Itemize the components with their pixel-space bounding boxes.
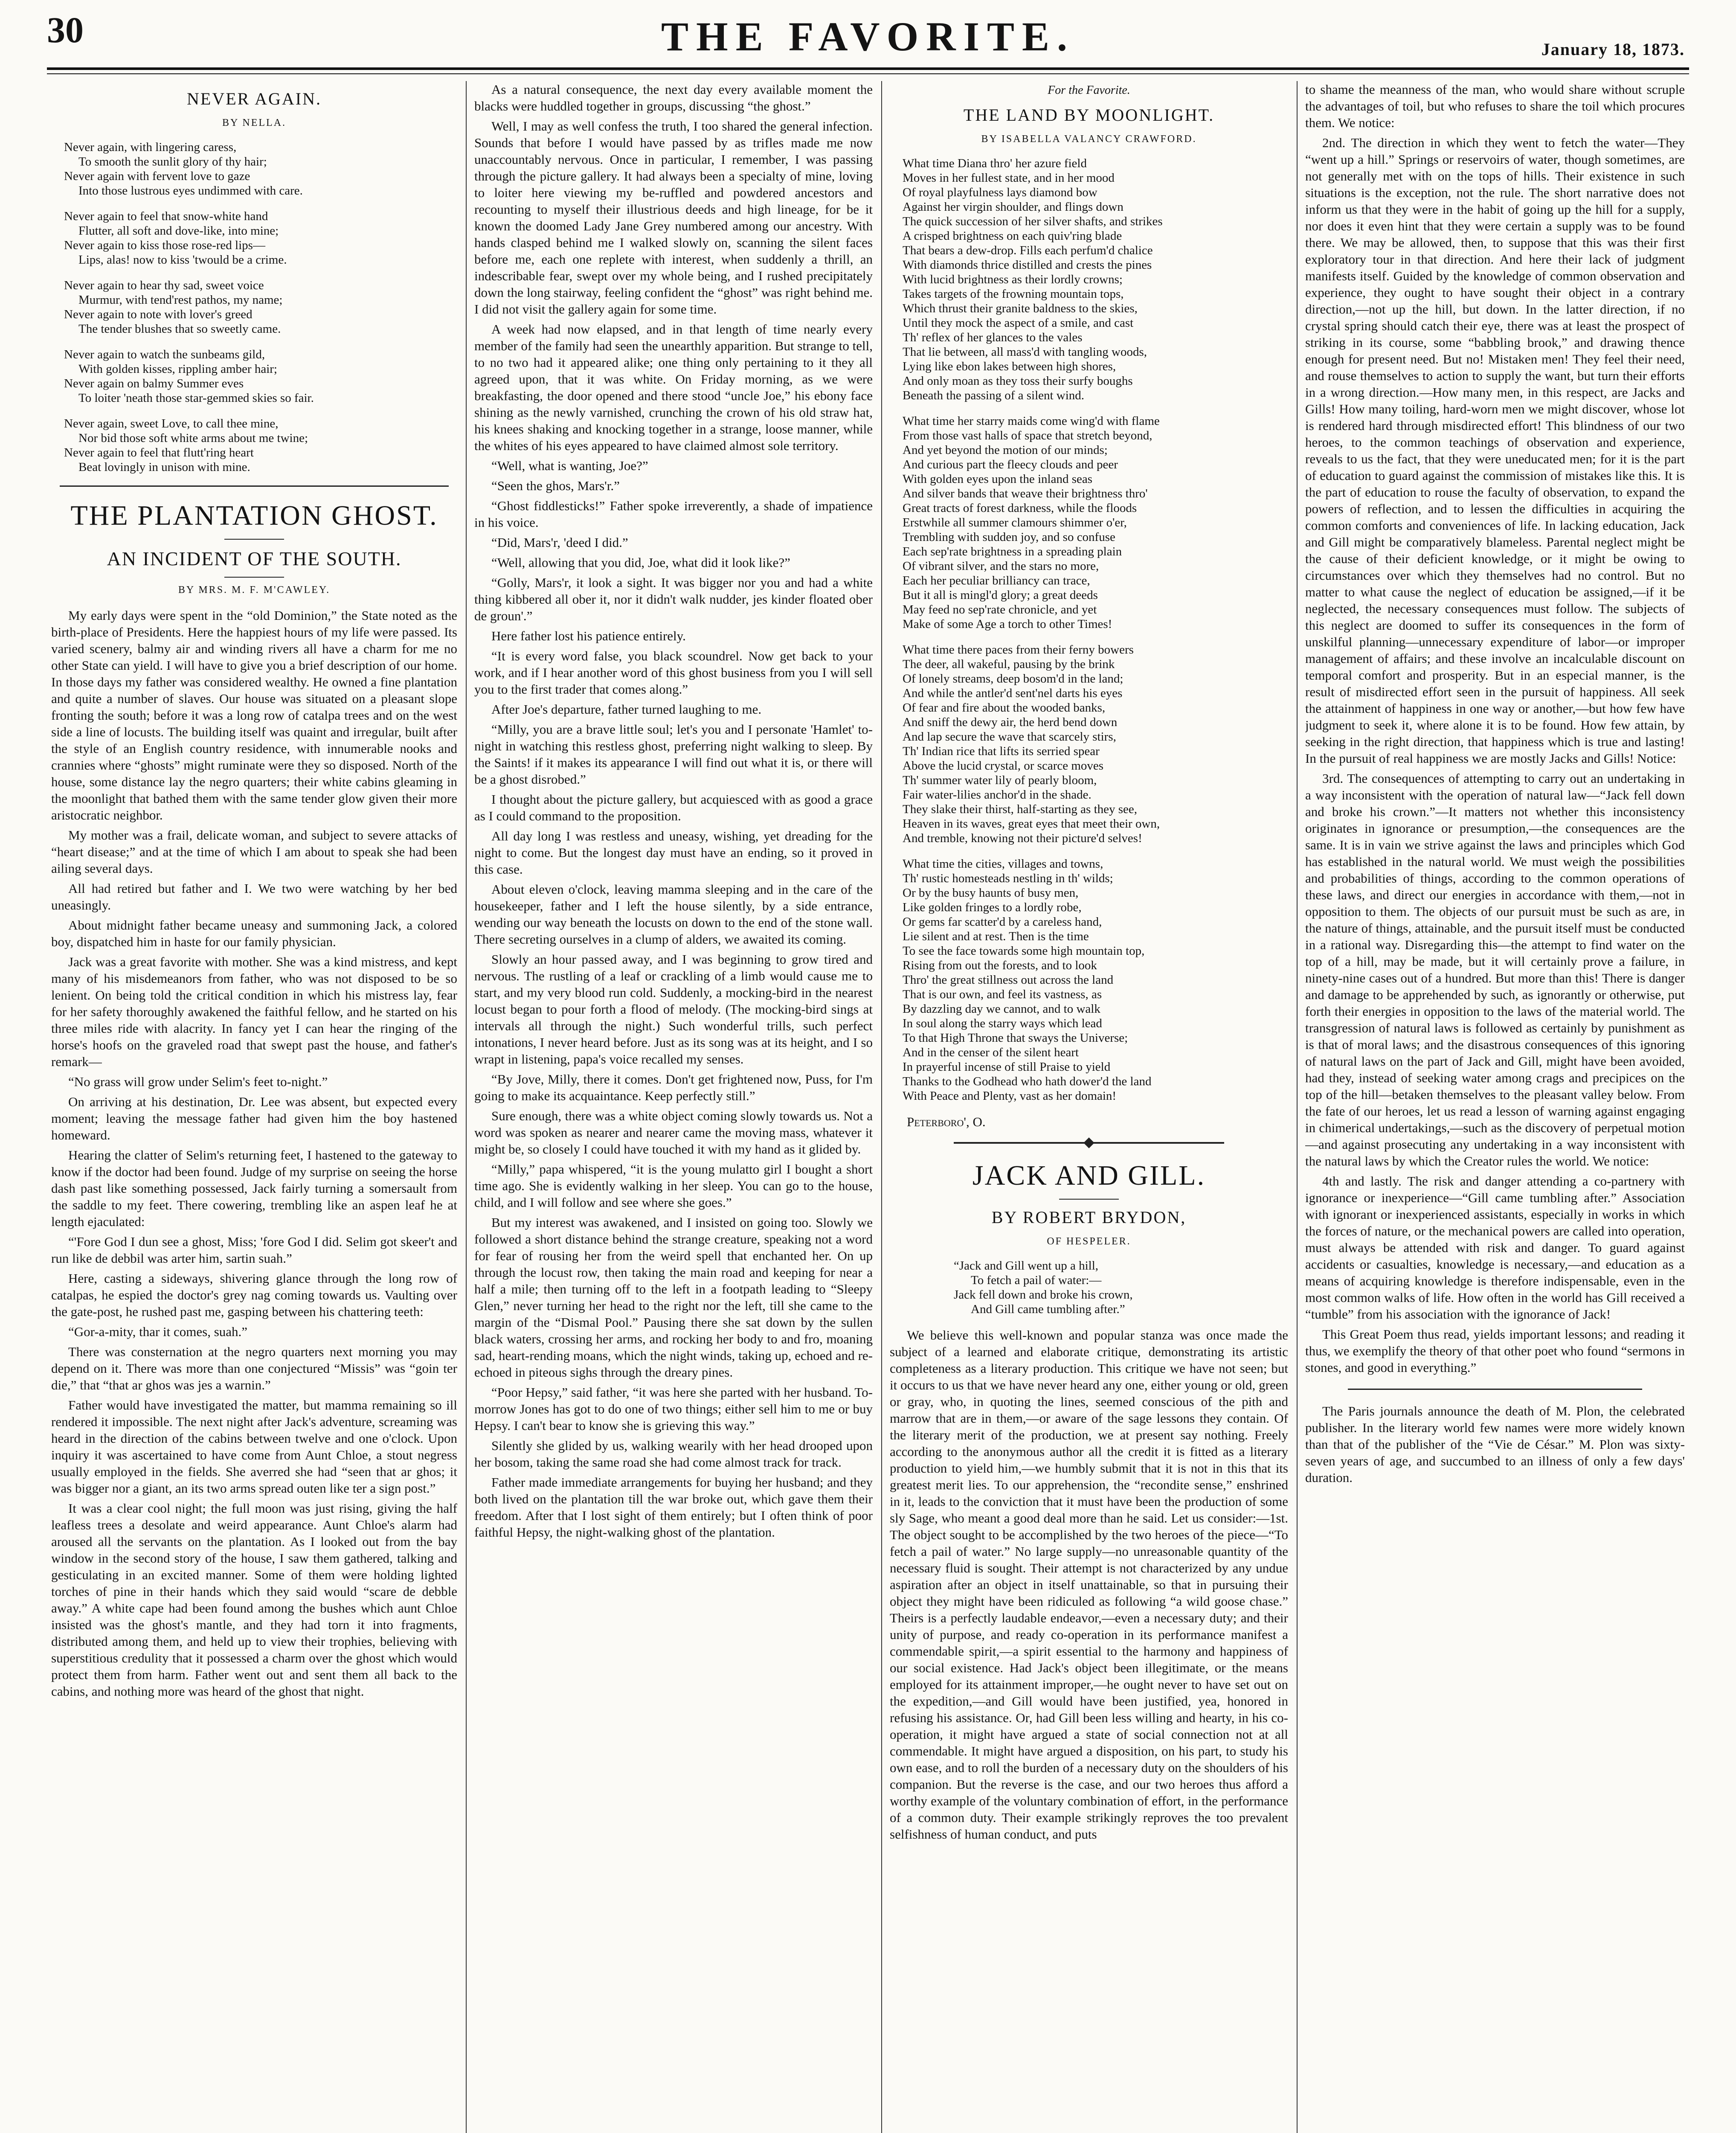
poem-line: But it all is mingl'd glory; a great deeds [903,588,1098,602]
paragraph: I thought about the picture gallery, but acquiesced with as good a grace as I could command to the proposition. [474,792,873,823]
essay-jack-and-gill [890,1159,1288,1842]
poem-stanza [64,140,453,198]
poem-line: That bears a dew-drop. Fills each perfum'd chalice [903,244,1153,257]
masthead-rule-thin [47,73,1689,74]
poem-line: And only moan as they toss their surfy boughs [903,374,1133,388]
essay-title: JACK AND GILL. [972,1160,1206,1191]
poem-stanza [64,209,453,267]
paragraph: Here, casting a sideways, shivering glance through the long row of catalpas, he espied the doctor's grey nag coming towards us. Vaulting over the gate-post, he rushed past me, gasping between his chattering teeth: [51,1271,457,1319]
ornament-divider [954,1139,1224,1147]
poem-line: That lie between, all mass'd with tangling woods, [903,345,1147,359]
column-3 [890,81,1288,2133]
poem-line: To that High Throne that sways the Universe; [903,1031,1128,1045]
poem-line: Above the lucid crystal, or scarce moves [903,759,1104,773]
poem-line: Moves in her fullest state, and in her mood [903,171,1115,185]
paragraph: Slowly an hour passed away, and I was beginning to grow tired and nervous. The rustling of a leaf or crackling of a limb would cause me to start, and my very blood run cold. Suddenly, a mocking-bird in the nearest locust began to pour forth a flood of melody. (The mocking-bird sings at intervals all through the night.) Such wonderful trills, such perfect intonations, I never heard before. Just as its song was at its height, and I so wrapt in listening, papa's voice recalled my senses. [474,952,873,1066]
poem-line: With diamonds thrice distilled and crests the pines [903,258,1152,272]
paragraph: “By Jove, Milly, there it comes. Don't get frightened now, Puss, for I'm going to make its acquaintance. Keep perfectly still.” [474,1072,873,1103]
poem-line: Beat lovingly in unison with mine. [78,460,250,474]
poem-line: Beneath the passing of a silent wind. [903,389,1085,402]
poem-line: Murmur, with tend'rest pathos, my name; [78,293,283,307]
poem-stanza [64,347,453,405]
column-rule [881,81,882,2133]
paragraph: “'Fore God I dun see a ghost, Miss; 'fore God I did. Selim got skeer't and run like de debbil was arter him, sartin suah.” [51,1234,457,1266]
paragraph: “Well, what is wanting, Joe?” [491,458,648,473]
paragraph: “No grass will grow under Selim's feet to-night.” [68,1074,328,1089]
paragraph: We believe this well-known and popular stanza was once made the subject of a learned and elaborate critique, demonstrating its artistic completeness as a literary production. This critique we have not seen; but it occurs to us that we have never heard any one, either young or old, green or gray, who, in quoting the lines, seemed conscious of the pith and marrow that are in them,—or aware of the sage lessons they contain. Of the literary merit of the production, we at present say nothing. Freely according to the anonymous author all the credit it is fitted as a literary production to yield him,—we humbly submit that it is not in this that its greatest merit lies. To our apprehension, the “recondite sense,” enshrined in it, leads to the conviction that it must have been the production of some sly Sage, who meant a good deal more than he said. Let us consider:—1st. The object sought to be accomplished by the two heroes of the piece—“To fetch a pail of water.” No large supply—no unreasonable quantity of the necessary fluid is sought. Their attempt is not characterized by any undue aspiration after an object in itself unattainable, so that in pursuing their object they might have been ridiculed as following “a wild goose chase.” Theirs is a perfectly laudable endeavor,—even a necessary duty; and their unity of purpose, and ready co-operation in its performance manifest a commendable spirit,—a spirit essential to the harmony and happiness of our social existence. Had Jack's object been illegitimate, or the means employed for its attainment improper,—he ought never to have set out on the expedition,—and Gill would have been justified, yea, honored in refusing his assistance. Or, had Gill been less willing and hearty, in his co-operation, it might have argued a state of social connection not at all commendable. It might have argued a disposition, on his part, to study his own ease, and to roll the burden of a necessary duty on the shoulders of his companion. But the reverse is the case, and our two heroes thus afford a worthy example of the voluntary combination of effort, in the performance of a common duty. Their example strikingly reproves the too prevalent selfishness of human conduct, and puts [890,1328,1288,1842]
rhyme-quote [954,1258,1275,1316]
poem-line: Th' summer water lily of pearly bloom, [903,773,1097,787]
poem-line: To smooth the sunlit glory of thy hair; [78,155,267,169]
column-rule [1297,81,1298,2133]
poem-line: Th' reflex of her glances to the vales [903,331,1083,344]
poem-line: Never again to feel that snow-white hand [64,209,268,223]
poem-line: The tender blushes that so sweetly came. [78,322,281,336]
poem-line: Never again on balmy Summer eves [64,377,244,390]
poem-line: The deer, all wakeful, pausing by the brink [903,657,1115,671]
poem-line: In soul along the starry ways which lead [903,1017,1102,1030]
poem-line: And silver bands that weave their brightness thro' [903,487,1148,500]
poem-stanza [64,416,453,474]
section-divider [1348,1389,1642,1390]
poem-line: Like golden fringes to a lordly robe, [903,901,1082,914]
poem-line: To see the face towards some high mountain top, [903,944,1145,958]
poem-line: Of vibrant silver, and the stars no more, [903,559,1099,573]
paragraph: Well, I may as well confess the truth, I too shared the general infection. Sounds that before I would have passed by as trifles made me now unaccountably nervous. Once in particular, I remember, I was passing through the picture gallery. It had always been a specialty of mine, loving to loiter here viewing my be-ruffled and powdered ancestors and recounting to myself their illustrious deeds and high lineage, for be it known the doomed Lady Jane Grey numbered among our ancestry. With hands clasped behind me I walked slowly on, scanning the silent faces before me, each one replete with interest, when suddenly a thrill, an indescribable fear, swept over my whole being, and I rushed precipitately down the long stairway, feeling confident the “ghost” was right behind me. I did not visit the gallery again for some time. [474,119,873,317]
paragraph: “Well, allowing that you did, Joe, what did it look like?” [491,555,790,570]
poem-line: Each sep'rate brightness in a spreading plain [903,545,1122,558]
poem-never-again [51,89,457,474]
issue-date: January 18, 1873. [1541,40,1685,59]
poem-line: Never again with fervent love to gaze [64,169,250,183]
paragraph: 2nd. The direction in which they went to fetch the water—They “went up a hill.” Springs or reservoirs of water, though sometimes, are not generally met with on the tops of hills. Their existence in such situations is the exception, not the rule. The short narrative does not inform us that they were in the habit of going up the hill for a supply, nor does it even hint that they were certain a supply was to be found there. We may be allowed, then, to suppose that this was their first exploratory tour in that direction. And here their lack of judgment manifests itself. Guided by the knowledge of common observation and experience, they ought to have sought their object in a contrary direction,—not up the hill, but down. In the latter direction, if no crystal spring should catch their eye, there was at least the prospect of striking in its course, some “babbling brook,” and drawing thence enough for present need. But no! Mistaken men! They feel their need, and rouse themselves to action to supply the want, but turn their efforts in a wrong direction.—How many men, in this respect, are Jacks and Gills! How many toiling, hard-worn men we might discover, whose lot is rendered hard through misdirected effort! This blindness of our two heroes, to the common teachings of observation and experience, reveals to us the fact, that they were uneducated men; for it is the part of education to guard against the commission of mistakes like this. It is the part of education to rouse the faculty of observation, to expand the powers of reflection, and to lessen the difficulties in acquiring the common comforts and conveniences of life. In lacking education, Jack and Gill might be comparatively blameless. Parental neglect might be the cause of their deficient knowledge, or it might be owing to circumstances over which they themselves had no control. But no matter to what cause the neglect of education be assigned,—if it be neglected, the necessary consequences must follow. The subjects of this neglect are doomed to suffer its consequences in the form of unskilful planning—unnecessary expenditure of labor—or improper management of affairs; and these involve an incalculable discount on temporal comfort and prosperity. But in an especial manner, is the result of misdirected effort seen in the pursuit of happiness. All seek the attainment of happiness in one way or another,—but how few have judgment to seek it, where alone it is to be found. How few attain, by seeking in the right direction, that happiness which is true and lasting! In the pursuit of real happiness we are mostly Jacks and Gills! Notice: [1305,135,1685,766]
poem-line: To loiter 'neath those star-gemmed skies so fair. [78,391,314,405]
poem-line: Of fear and fire about the wooded banks, [903,701,1106,715]
poem-line: And lap secure the wave that scarcely stirs, [903,730,1116,744]
masthead-rule [47,67,1689,70]
paragraph: “Gor-a-mity, thar it comes, suah.” [68,1324,248,1339]
paragraph: A week had now elapsed, and in that length of time nearly every member of the family had seen the unearthly apparition. But strange to tell, to no two had it appeared alike; one thing only pertaining to it they all agreed upon, that it was white. On Friday morning, as we were breakfasting, the door opened and there stood “uncle Joe,” his ebony face shining as the newly varnished, crunching the crown of his old straw hat, his knees shaking and knocking together in a strange, loose manner, while the whites of his eyes appeared to have claimed almost sole territory. [474,322,873,453]
poem-line: By dazzling day we cannot, and to walk [903,1002,1100,1016]
poem-line: Lying like ebon lakes between high shores, [903,360,1116,373]
poem-byline: BY ISABELLA VALANCY CRAWFORD. [981,134,1197,145]
poem-line: Never again to feel that flutt'ring heart [64,446,254,459]
paragraph: Silently she glided by us, walking wearily with her head drooped upon her bosom, taking the same road she had come almost track for track. [474,1438,873,1470]
poem-line: Or by the busy haunts of busy men, [903,886,1079,900]
poem-stanza [903,414,1284,631]
poem-line: Trembling with sudden joy, and so confuse [903,530,1115,544]
paragraph: It was a clear cool night; the full moon was just rising, giving the half leafless trees a desolate and weird appearance. Aunt Chloe's alarm had aroused all the servants on the plantation. As I looked out from the bay window in the second story of the house, I saw them gathered, talking and gesticulating in an excited manner. Some of them were holding lighted torches of pine in their hands which they said would “scare de debble away.” A white cape had been found among the bushes which aunt Chloe insisted was the ghost's mantle, and they had torn it into fragments, distributed among them, and held up to view their trophies, believing with superstitious credulity that it possessed a charm over the ghost which would protect them from harm. Father went out and sent them all back to the cabins, and nothing more was heard of the ghost that night. [51,1501,457,1699]
poem-line: With Peace and Plenty, vast as her domain! [903,1089,1117,1103]
poem-byline: BY NELLA. [222,117,287,128]
poem-line: The quick succession of her silver shafts, and strikes [903,215,1163,228]
page-number: 30 [47,9,84,50]
paragraph: Hearing the clatter of Selim's returning feet, I hastened to the gateway to know if the doctor had been found. Judge of my surprise on seeing the horse dash past like something possessed, Jack fairly turning a somersault from the saddle to my feet. There cowering, trembling like an aspen leaf he at length ejaculated: [51,1148,457,1229]
poem-line: Thanks to the Godhead who hath dower'd the land [903,1075,1152,1088]
poem-stanza [64,278,453,336]
poem-land-by-moonlight [890,84,1288,1130]
paragraph: But my interest was awakened, and I insisted on going too. Slowly we followed a short distance behind the strange creature, speaking not a word for fear of rousing her from the weird spell that enchanted her. On up through the locust row, then taking the main road and keeping for near a half a mile; then turning off to the left in a footpath leading to “Sleepy Glen,” never turning her head to the right nor the left, till she came to the margin of the “Dismal Pool.” Pausing there she sat down by the sullen black waters, crossing her arms, and rocking her body to and fro, moaning sad, heart-rending moans, which the night winds, taking up, echoed and re-echoed in piteous sighs through the dreary pines. [474,1215,873,1380]
poem-line: Takes targets of the frowning mountain tops, [903,287,1124,301]
poem-line: Never again to note with lover's greed [64,308,253,321]
paragraph: Father made immediate arrangements for buying her husband; and they both lived on the plantation till the war broke out, which gave them their freedom. After that I lost sight of them entirely; but I often think of poor faithful Hepsy, the night-walking ghost of the plantation. [474,1475,873,1540]
poem-line: May feed no sep'rate chronicle, and yet [903,603,1097,616]
poem-line: Thro' the great stillness out across the land [903,973,1114,987]
poem-line: Never again to watch the sunbeams gild, [64,348,265,361]
paragraph: Sure enough, there was a white object coming slowly towards us. Not a word was spoken as nearer and nearer came the moving mass, whatever it might be, so closely I could have touched it with my hand as it glided by. [474,1108,873,1157]
story-byline: BY MRS. M. F. M'CAWLEY. [178,584,331,596]
paragraph: After Joe's departure, father turned laughing to me. [491,702,762,717]
story-plantation-ghost [51,500,457,1700]
poem-line: What time Diana thro' her azure field [903,157,1087,170]
paragraph: All had retired but father and I. We two were watching by her bed uneasingly. [51,881,457,912]
poem-line: Each her peculiar brilliancy can trace, [903,574,1090,587]
paragraph: “Milly,” papa whispered, “it is the young mulatto girl I bought a short time ago. She is evidently walking in her sleep. You can go to the house, child, and I will follow and see where she goes.” [474,1162,873,1210]
quote-line: “Jack and Gill went up a hill, [954,1259,1099,1273]
paragraph: “Did, Mars'r, 'deed I did.” [491,535,628,550]
story-title: THE PLANTATION GHOST. [70,500,438,531]
column-4 [1305,81,1685,2133]
paragraph: to shame the meanness of the man, who would share without scruple the advantages of toil, but who refuses to share the toil which procures them. We notice: [1305,82,1685,130]
quote-line: To fetch a pail of water:— [971,1273,1102,1287]
poem-line: And sniff the dewy air, the herd bend down [903,715,1118,729]
poem-line: Never again to hear thy sad, sweet voice [64,279,264,292]
poem-line: Erstwhile all summer clamours shimmer o'er, [903,516,1127,529]
paragraph: “Milly, you are a brave little soul; let's you and I personate 'Hamlet' to-night in watching this restless ghost, preferring night walking to sleep. By the Saints! if it makes its appearance I will find out what it is, or there will be a ghost disrobed.” [474,722,873,787]
poem-line: That is our own, and feel its vastness, as [903,988,1102,1001]
paragraph: My mother was a frail, delicate woman, and subject to severe attacks of “heart disease;” and at the time of which I am about to speak she had been ailing several days. [51,828,457,876]
paragraph: This Great Poem thus read, yields important lessons; and reading it thus, we exemplify the theory of that other poet who found “sermons in stones, and good in everything.” [1305,1327,1685,1375]
paragraph: My early days were spent in the “old Dominion,” the State noted as the birth-place of Presidents. Here the happiest hours of my life were passed. Its varied scenery, balmy air and winding rivers all have a charm for me no other State can yield. I will have to give you a brief description of our home. In those days my father was considered wealthy. He owned a fine plantation and quite a number of slaves. Our house was situated on a pleasant slope fronting the south; before it was a long row of catalpa trees and on the west side a line of locusts. The building itself was quaint and irregular, built after the style of an English country residence, with innumerable nooks and crannies where “ghosts” might ruminate were they so disposed. North of the house, some distance lay the negro quarters; their white cabins gleaming in the moonlight that bathed them with the same tender glow given their more aristocratic neighbor. [51,608,457,822]
poem-line: Rising from out the forests, and to look [903,959,1097,972]
poem-line: Or gems far scatter'd by a careless hand, [903,915,1102,929]
essay-byline: BY ROBERT BRYDON, [991,1208,1187,1227]
poem-line: With golden kisses, rippling amber hair; [78,362,277,376]
poem-line: Never again, sweet Love, to call thee mine, [64,417,279,430]
poem-line: Make of some Age a torch to other Times! [903,617,1112,631]
paragraph: “Seen the ghos, Mars'r.” [491,478,620,493]
poem-line: And in the censer of the silent heart [903,1046,1079,1059]
poem-line: Which thrust their granite baldness to the skies, [903,302,1138,315]
poem-line: Never again to kiss those rose-red lips— [64,238,265,252]
title-divider [1059,1199,1119,1200]
paragraph: “Ghost fiddlesticks!” Father spoke irreverently, a shade of impatience in his voice. [474,498,873,530]
poem-line: Flutter, all soft and dove-like, into mine; [78,224,279,238]
poem-line: With lucid brightness as their lordly crowns; [903,273,1123,286]
poem-stanza [903,156,1284,403]
paragraph: “It is every word false, you black scoundrel. Now get back to your work, and if I hear another word of this ghost business from you I will sell you to the first trader that comes along.” [474,648,873,697]
poem-line: Th' rustic homesteads nestling in th' wilds; [903,872,1113,885]
paragraph: About eleven o'clock, leaving mamma sleeping and in the care of the housekeeper, father and I left the house silently, by a side entrance, wending our way beneath the locusts on down to the end of the stone wall. There secreting ourselves in a clump of alders, we awaited its coming. [474,882,873,947]
masthead-title: THE FAVORITE. [661,14,1075,59]
poem-line: Of lonely streams, deep bosom'd in the land; [903,672,1123,686]
paragraph: “Poor Hepsy,” said father, “it was here she parted with her husband. To-morrow Jones has got to do one of two things; either sell him to me or buy Hepsy. I can't bear to know she is grieving this way.” [474,1385,873,1433]
poem-line: Until they mock the aspect of a smile, and cast [903,316,1134,330]
poem-stanza [903,857,1284,1103]
poem-stanza [903,642,1284,846]
paragraph: “Golly, Mars'r, it look a sight. It was bigger nor you and had a white thing kibbered all ober it, nor it didn't walk nudder, jes kinder floated ober de groun'.” [474,575,873,623]
poem-line: And while the antler'd sent'nel darts his eyes [903,686,1123,700]
paragraph: On arriving at his destination, Dr. Lee was absent, but expected every moment; leaving the message father had given him the boy hastened homeward. [51,1094,457,1142]
story-subtitle: AN INCIDENT OF THE SOUTH. [107,548,402,570]
news-note: The Paris journals announce the death of M. Plon, the celebrated publisher. In the literary world few names were more widely known than that of the publisher of the “Vie de César.” M. Plon was sixty-seven years of age, and succumbed to an illness of only a few days' duration. [1305,1404,1685,1485]
column-rule [466,81,467,2133]
poem-line: Against her virgin shoulder, and flings down [903,200,1123,214]
paragraph: Here father lost his patience entirely. [491,628,686,643]
paragraph: There was consternation at the negro quarters next morning you may depend on it. There was more than one conjectured “Missis” was “goin ter die,” that “that ar ghos was jes a warnin.” [51,1344,457,1392]
essay-byline-place: OF HESPELER. [1047,1236,1131,1247]
poem-line: Nor bid those soft white arms about me twine; [78,431,308,445]
column-1 [51,81,457,2133]
poem-line: And curious part the fleecy clouds and peer [903,458,1118,471]
poem-title: THE LAND BY MOONLIGHT. [963,105,1215,125]
poem-line: Never again, with lingering caress, [64,140,237,154]
poem-line: In prayerful incense of still Praise to yield [903,1060,1111,1074]
title-divider [224,577,284,578]
poem-line: Of royal playfulness lays diamond bow [903,186,1097,199]
poem-line: From those vast halls of space that stretch beyond, [903,429,1152,442]
poem-line: Fair water-lilies anchor'd in the shade. [903,788,1092,802]
poem-signature: Peterboro', O. [907,1114,986,1129]
section-divider [60,485,449,487]
poem-line: Heaven in its waves, great eyes that meet their own, [903,817,1160,831]
poem-line: A crisped brightness on each quiv'ring blade [903,229,1122,243]
dedication-line: For the Favorite. [1048,84,1130,97]
title-divider [224,539,284,540]
paragraph: 3rd. The consequences of attempting to carry out an undertaking in a way inconsistent with the operation of natural law—“Jack fell down and broke his crown.”—It matters not whether this inconsistency originates in ignorance or presumption,—the consequences are the same. It is in vain we strive against the laws and principles which God has established in the natural world. We must weigh the possibilities and probabilities of things, according to the common operations of these laws, and direct our energies in accordance with them,—not in opposition to them. The objects of our pursuit must be such as are, in the nature of things, attainable, and the pursuit itself must be conducted in a rational way. Disregarding this—the attempt to find water on the top of a hill, may be made, but it will certainly prove a failure, in ninety-nine cases out of a hundred. But more than this! There is danger and damage to be apprehended by such, as ignorantly or otherwise, put forth their energies in opposition to the laws of the material world. The transgression of natural laws is followed as certainly by punishment as is that of moral laws; and the disastrous consequences of this ignoring of natural laws on the part of Jack and Gill, might have been avoided, had they, instead of seeking water among crags and precipices on the top of the hill—betaken themselves to the pleasant valley below. From the fate of our heroes, let us read a lesson of warning against engaging in chimerical undertakings,—such as the discovery of perpetual motion—and against prosecuting any undertaking in a way inconsistent with the natural laws by which the Creator rules the world. We notice: [1305,771,1685,1168]
paragraph: As a natural consequence, the next day every available moment the blacks were huddled together in groups, discussing “the ghost.” [474,82,873,113]
paragraph: Jack was a great favorite with mother. She was a kind mistress, and kept many of his misdemeanors from father, who was not disposed to be so lenient. On being told the critical condition in which his mistress lay, fear for her safety thoroughly awakened the faithful fellow, and he started on his three miles ride with alacrity. In fancy yet I can hear the ringing of the horse's hoofs on the graveled road that swept past the house, and father's remark— [51,954,457,1069]
poem-line: Into those lustrous eyes undimmed with care. [78,184,303,198]
column-2 [474,81,873,2133]
quote-line: Jack fell down and broke his crown, [954,1288,1133,1302]
paragraph: All day long I was restless and uneasy, wishing, yet dreading for the night to come. But the longest day must have an ending, so it proved in this case. [474,828,873,877]
paragraph: 4th and lastly. The risk and danger attending a co-partnery with ignorance or inexperience—“Gill came tumbling after.” Association with ignorant or inexperienced assistants, especially in works in which the forces of nature, or the mechanical powers are called into operation, must always be attended with risk and danger. To guard against accidents or casualties, knowledge is necessary,—and education as a means of acquiring knowledge is therefore indispensable, even in the most common walks of life. How often in the world has Gill received a “tumble” from his association with the ignorance of Jack! [1305,1174,1685,1322]
paragraph: Father would have investigated the matter, but mamma remaining so ill rendered it impossible. The next night after Jack's adventure, screaming was heard in the direction of the cabins between twelve and one o'clock. Upon inquiry it was ascertained to have come from Aunt Chloe, a stout negress usually employed in the fields. She averred she had “seen that ar ghos; it was bigger nor a giant, an its two arms spread outen like ter a sign post.” [51,1398,457,1496]
poem-line: What time there paces from their ferny bowers [903,643,1134,657]
poem-line: And tremble, knowing not their picture'd selves! [903,831,1142,845]
paragraph: About midnight father became uneasy and summoning Jack, a colored boy, dispatched him in haste for our family physician. [51,918,457,949]
poem-line: And yet beyond the motion of our minds; [903,443,1108,457]
poem-line: What time her starry maids come wing'd with flame [903,414,1160,428]
poem-line: What time the cities, villages and towns, [903,857,1103,871]
poem-line: They slake their thirst, half-starting as they see, [903,802,1138,816]
poem-line: With golden eyes upon the inland seas [903,472,1093,486]
poem-line: Lie silent and at rest. Then is the time [903,930,1089,943]
poem-line: Th' Indian rice that lifts its serried spear [903,744,1100,758]
poem-title: NEVER AGAIN. [187,89,322,108]
quote-line: And Gill came tumbling after.” [971,1302,1125,1316]
poem-line: Lips, alas! now to kiss 'twould be a crime. [78,253,287,267]
poem-line: Great tracts of forest darkness, while the floods [903,501,1137,515]
